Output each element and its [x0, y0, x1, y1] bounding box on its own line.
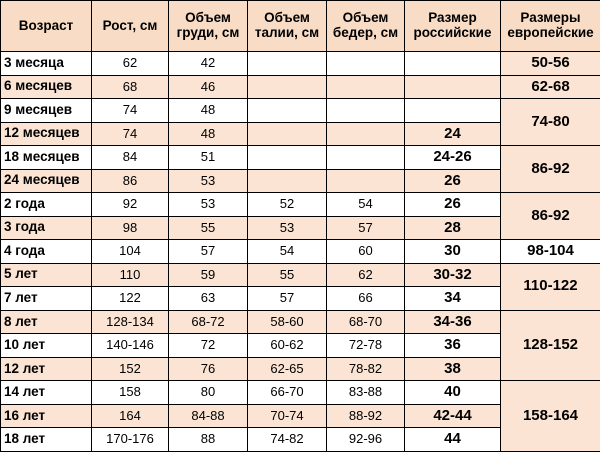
- eu-size-cell: 86-92: [501, 193, 600, 240]
- hips-cell: 92-96: [327, 428, 405, 452]
- table-row: [1, 99, 600, 123]
- waist-cell: 74-82: [248, 428, 327, 452]
- ru-size-cell: 30: [405, 240, 501, 264]
- ru-size-cell: 36: [405, 334, 501, 358]
- ru-size-cell: 30-32: [405, 263, 501, 287]
- ru-size-cell: 42-44: [405, 404, 501, 428]
- hips-cell: [327, 52, 405, 76]
- chest-cell: 55: [169, 216, 248, 240]
- header-ru-size: Размер российские: [405, 1, 501, 52]
- hips-cell: [327, 146, 405, 170]
- waist-cell: 62-65: [248, 357, 327, 381]
- table-row: [1, 310, 600, 334]
- waist-cell: [248, 99, 327, 123]
- waist-cell: 70-74: [248, 404, 327, 428]
- eu-size-cell: 50-56: [501, 52, 600, 76]
- waist-cell: [248, 122, 327, 146]
- hips-cell: 57: [327, 216, 405, 240]
- hips-cell: [327, 99, 405, 123]
- chest-cell: 57: [169, 240, 248, 264]
- ru-size-cell: 44: [405, 428, 501, 452]
- ru-size-cell: 40: [405, 381, 501, 405]
- ru-size-cell: 26: [405, 193, 501, 217]
- age-cell: 24 месяцев: [1, 169, 92, 193]
- header-eu-size: Размеры европейские: [501, 1, 600, 52]
- ru-size-cell: 24-26: [405, 146, 501, 170]
- hips-cell: 72-78: [327, 334, 405, 358]
- height-cell: 74: [92, 122, 169, 146]
- age-cell: 12 лет: [1, 357, 92, 381]
- ru-size-cell: 34-36: [405, 310, 501, 334]
- chest-cell: 88: [169, 428, 248, 452]
- waist-cell: [248, 52, 327, 76]
- waist-cell: 66-70: [248, 381, 327, 405]
- waist-cell: 58-60: [248, 310, 327, 334]
- chest-cell: 46: [169, 75, 248, 99]
- age-cell: 2 года: [1, 193, 92, 217]
- height-cell: 140-146: [92, 334, 169, 358]
- chest-cell: 72: [169, 334, 248, 358]
- table-row: [1, 75, 600, 99]
- table-row: [1, 263, 600, 287]
- waist-cell: [248, 146, 327, 170]
- age-cell: 18 лет: [1, 428, 92, 452]
- hips-cell: 83-88: [327, 381, 405, 405]
- hips-cell: 88-92: [327, 404, 405, 428]
- height-cell: 74: [92, 99, 169, 123]
- ru-size-cell: [405, 75, 501, 99]
- height-cell: 152: [92, 357, 169, 381]
- eu-size-cell: 86-92: [501, 146, 600, 193]
- ru-size-cell: [405, 52, 501, 76]
- waist-cell: 54: [248, 240, 327, 264]
- hips-cell: [327, 75, 405, 99]
- hips-cell: 66: [327, 287, 405, 311]
- height-cell: 170-176: [92, 428, 169, 452]
- height-cell: 110: [92, 263, 169, 287]
- hips-cell: 78-82: [327, 357, 405, 381]
- header-age: Возраст: [1, 1, 92, 52]
- waist-cell: 60-62: [248, 334, 327, 358]
- chest-cell: 80: [169, 381, 248, 405]
- eu-size-cell: 128-152: [501, 310, 600, 381]
- header-waist: Объем талии, см: [248, 1, 327, 52]
- age-cell: 12 месяцев: [1, 122, 92, 146]
- chest-cell: 68-72: [169, 310, 248, 334]
- eu-size-cell: 74-80: [501, 99, 600, 146]
- age-cell: 3 месяца: [1, 52, 92, 76]
- ru-size-cell: [405, 99, 501, 123]
- chest-cell: 48: [169, 99, 248, 123]
- height-cell: 104: [92, 240, 169, 264]
- chest-cell: 63: [169, 287, 248, 311]
- hips-cell: 54: [327, 193, 405, 217]
- table-row: [1, 381, 600, 405]
- chest-cell: 53: [169, 193, 248, 217]
- age-cell: 5 лет: [1, 263, 92, 287]
- header-chest: Объем груди, см: [169, 1, 248, 52]
- age-cell: 14 лет: [1, 381, 92, 405]
- table-row: [1, 193, 600, 217]
- ru-size-cell: 38: [405, 357, 501, 381]
- table-row: [1, 146, 600, 170]
- waist-cell: [248, 75, 327, 99]
- eu-size-cell: 62-68: [501, 75, 600, 99]
- waist-cell: 55: [248, 263, 327, 287]
- table-row: [1, 52, 600, 76]
- age-cell: 8 лет: [1, 310, 92, 334]
- age-cell: 7 лет: [1, 287, 92, 311]
- height-cell: 128-134: [92, 310, 169, 334]
- age-cell: 16 лет: [1, 404, 92, 428]
- table-row: [1, 240, 600, 264]
- ru-size-cell: 26: [405, 169, 501, 193]
- height-cell: 62: [92, 52, 169, 76]
- eu-size-cell: 98-104: [501, 240, 600, 264]
- hips-cell: 62: [327, 263, 405, 287]
- height-cell: 84: [92, 146, 169, 170]
- age-cell: 18 месяцев: [1, 146, 92, 170]
- chest-cell: 51: [169, 146, 248, 170]
- chest-cell: 84-88: [169, 404, 248, 428]
- height-cell: 158: [92, 381, 169, 405]
- chest-cell: 53: [169, 169, 248, 193]
- waist-cell: 53: [248, 216, 327, 240]
- waist-cell: 52: [248, 193, 327, 217]
- chest-cell: 76: [169, 357, 248, 381]
- hips-cell: [327, 169, 405, 193]
- ru-size-cell: 28: [405, 216, 501, 240]
- header-height: Рост, см: [92, 1, 169, 52]
- hips-cell: 68-70: [327, 310, 405, 334]
- hips-cell: 60: [327, 240, 405, 264]
- chest-cell: 48: [169, 122, 248, 146]
- ru-size-cell: 24: [405, 122, 501, 146]
- age-cell: 10 лет: [1, 334, 92, 358]
- eu-size-cell: 158-164: [501, 381, 600, 452]
- header-row: [1, 1, 600, 52]
- height-cell: 122: [92, 287, 169, 311]
- eu-size-cell: 110-122: [501, 263, 600, 310]
- ru-size-cell: 34: [405, 287, 501, 311]
- height-cell: 68: [92, 75, 169, 99]
- header-hips: Объем бедер, см: [327, 1, 405, 52]
- age-cell: 3 года: [1, 216, 92, 240]
- age-cell: 6 месяцев: [1, 75, 92, 99]
- height-cell: 86: [92, 169, 169, 193]
- chest-cell: 59: [169, 263, 248, 287]
- chest-cell: 42: [169, 52, 248, 76]
- hips-cell: [327, 122, 405, 146]
- age-cell: 4 года: [1, 240, 92, 264]
- waist-cell: [248, 169, 327, 193]
- height-cell: 164: [92, 404, 169, 428]
- age-cell: 9 месяцев: [1, 99, 92, 123]
- height-cell: 92: [92, 193, 169, 217]
- waist-cell: 57: [248, 287, 327, 311]
- height-cell: 98: [92, 216, 169, 240]
